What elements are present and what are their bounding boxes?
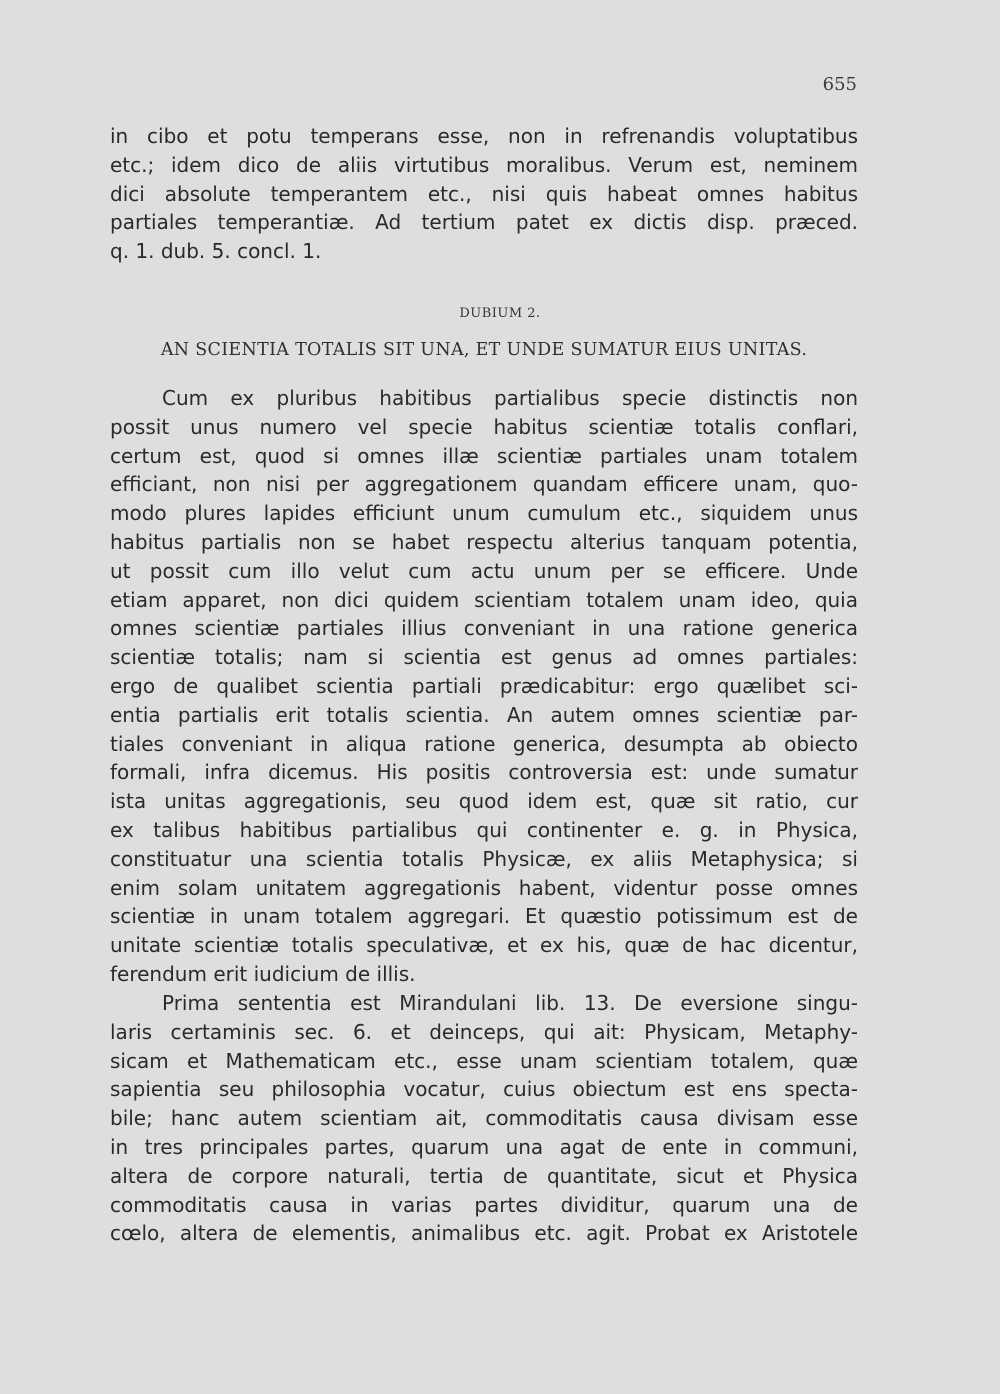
text-line: in tres principales partes, quarum una agat de ente in communi, bbox=[110, 1134, 858, 1159]
text-line: habitus partialis non se habet respectu alterius tanquam potentia, bbox=[110, 529, 858, 554]
text-line: modo plures lapides efficiunt unum cumulum etc., siquidem unus bbox=[110, 501, 858, 526]
text-line: enim solam unitatem aggregationis habent, videntur posse omnes bbox=[110, 875, 858, 900]
text-line: efficiant, non nisi per aggregationem quandam efficere unam, quo- bbox=[110, 472, 858, 497]
text-line: ex talibus habitibus partialibus qui continenter e. g. in Physica, bbox=[110, 817, 858, 842]
intro-text bbox=[110, 122, 858, 266]
paragraph-1 bbox=[110, 384, 858, 989]
text-line: q. 1. dub. 5. concl. 1. bbox=[110, 239, 322, 264]
text-line: possit unus numero vel specie habitus scientiæ totalis conflari, bbox=[110, 414, 858, 439]
text-line: ferendum erit iudicium de illis. bbox=[110, 961, 416, 986]
text-line: formali, infra dicemus. His positis controversia est: unde sumatur bbox=[110, 760, 858, 785]
dubium-label: DUBIUM 2. bbox=[459, 306, 541, 321]
text-line: certum est, quod si omnes illæ scientiæ partiales unam totalem bbox=[110, 443, 858, 468]
text-line: in cibo et potu temperans esse, non in refrenandis voluptatibus bbox=[110, 124, 858, 148]
text-line: scientiæ in unam totalem aggregari. Et quæstio potissimum est de bbox=[110, 904, 858, 929]
text-line: laris certaminis sec. 6. et deinceps, qui ait: Physicam, Metaphy- bbox=[110, 1019, 858, 1044]
paragraph-2 bbox=[110, 989, 858, 1248]
text-line: commoditatis causa in varias partes dividitur, quarum una de bbox=[110, 1192, 858, 1217]
text-line: bile; hanc autem scientiam ait, commoditatis causa divisam esse bbox=[110, 1106, 858, 1131]
text-line: dici absolute temperantem etc., nisi quis habeat omnes habitus bbox=[110, 181, 858, 206]
text-line: etc.; idem dico de aliis virtutibus moralibus. Verum est, neminem bbox=[110, 152, 858, 177]
text-line: ergo de qualibet scientia partiali prædicabitur: ergo quælibet sci- bbox=[110, 673, 858, 698]
text-line: scientiæ totalis; nam si scientia est genus ad omnes partiales: bbox=[110, 645, 858, 670]
text-line: constituatur una scientia totalis Physicæ, ex aliis Metaphysica; si bbox=[110, 846, 858, 871]
text-line: cœlo, altera de elementis, animalibus etc. agit. Probat ex Aristotele bbox=[110, 1221, 858, 1246]
text-line: partiales temperantiæ. Ad tertium patet ex dictis disp. præced. bbox=[110, 210, 858, 235]
text-line: altera de corpore naturali, tertia de quantitate, sicut et Physica bbox=[110, 1163, 858, 1188]
text-line: ut possit cum illo velut cum actu unum per se efficere. Unde bbox=[110, 558, 858, 583]
text-line: sicam et Mathematicam etc., esse unam scientiam totalem, quæ bbox=[110, 1048, 858, 1073]
text-line: etiam apparet, non dici quidem scientiam totalem unam ideo, quia bbox=[110, 587, 858, 612]
text-line: Cum ex pluribus habitibus partialibus specie distinctis non bbox=[162, 386, 858, 410]
text-line: omnes scientiæ partiales illius conveniant in una ratione generica bbox=[110, 616, 858, 641]
text-line: tiales conveniant in aliqua ratione generica, desumpta ab obiecto bbox=[110, 731, 858, 756]
text-line: Prima sententia est Mirandulani lib. 13. De eversione singu- bbox=[162, 991, 858, 1015]
text-line: sapientia seu philosophia vocatur, cuius obiectum est ens specta- bbox=[110, 1077, 858, 1102]
page-number: 655 bbox=[822, 74, 857, 95]
text-line: ista unitas aggregationis, seu quod idem est, quæ sit ratio, cur bbox=[110, 789, 858, 814]
text-line: unitate scientiæ totalis speculativæ, et ex his, quæ de hac dicentur, bbox=[110, 933, 858, 958]
dubium-title: AN SCIENTIA TOTALIS SIT UNA, ET UNDE SUMATUR EIUS UNITAS. bbox=[160, 340, 808, 360]
text-line: entia partialis erit totalis scientia. An autem omnes scientiæ par- bbox=[110, 702, 858, 727]
